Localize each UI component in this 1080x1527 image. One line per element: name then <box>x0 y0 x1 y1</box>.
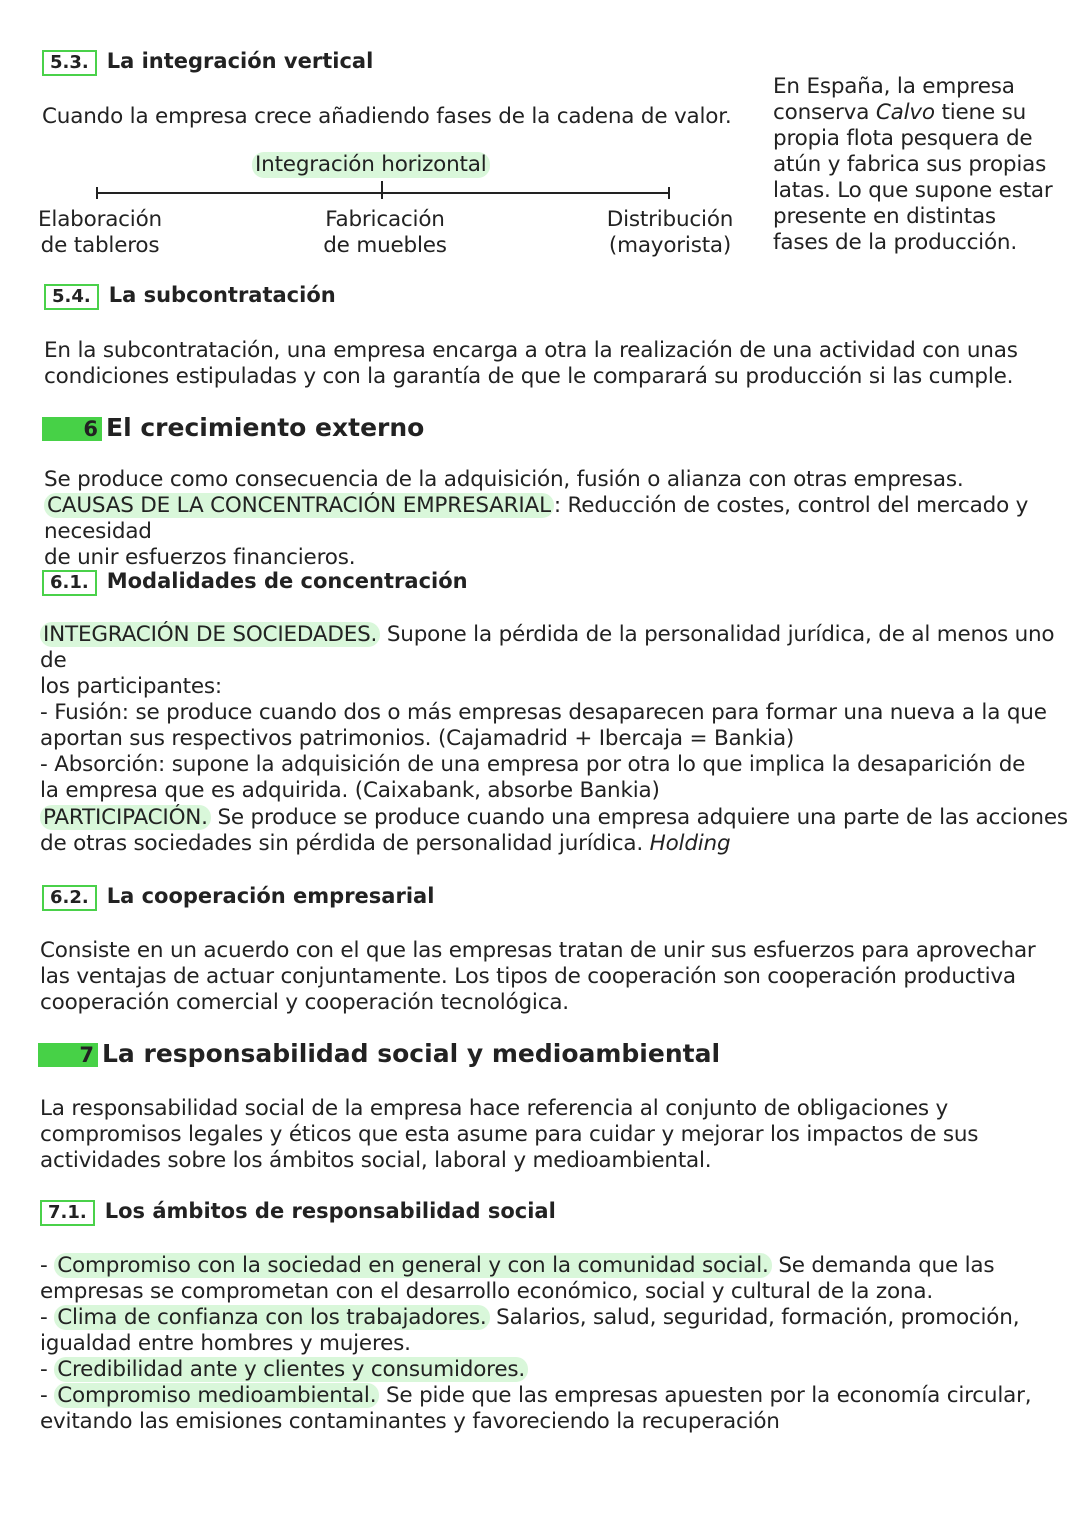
paragraph: INTEGRACIÓN DE SOCIEDADES. Supone la pérdida de la personalidad jurídica, de al menos uno de los participantes: - Fusión: se produce cuando dos o más empresas desaparecen para formar una nueva a la que aportan sus respectivos patrimonios. (Cajamadrid + Ibercaja = Bankia) - Absorción: supone la adquisición de una empresa por otra lo que implica la desaparición de la empresa que es adquirida. (Caixabank, absorbe Bankia) <box>40 622 1055 803</box>
chapter-title: La responsabilidad social y medioambiental <box>102 1039 721 1068</box>
chapter-title: El crecimiento externo <box>106 413 425 442</box>
diagram-tick <box>381 181 383 199</box>
section-number: 5.4. <box>44 284 99 310</box>
chapter-number: 7 <box>38 1043 98 1067</box>
bullet-list: - Compromiso con la sociedad en general y con la comunidad social. Se demanda que las empresas se comprometan con el desarrollo económico, social y cultural de la zona. - Clima de confianza con los trabajadores. Salarios, salud, seguridad, formación, promoción, igualdad entre hombres y mujeres. - Credibilidad ante y clientes y consumidores. - Compromiso medioambiental. Se pide que las empresas apuesten por la economía circular, evitando las emisiones contaminantes y favoreciendo la recuperación <box>40 1253 1032 1434</box>
section-heading-6-1 <box>42 567 468 596</box>
section-heading-7-1 <box>40 1197 556 1226</box>
list-item: - Compromiso con la sociedad en general y con la comunidad social. Se demanda que las <box>40 1253 995 1278</box>
diagram-label: Integración horizontal <box>252 152 490 178</box>
section-heading-5-3 <box>42 47 373 76</box>
section-number: 6.1. <box>42 570 97 596</box>
section-number: 6.2. <box>42 885 97 911</box>
list-item: - Clima de confianza con los trabajadores. Salarios, salud, seguridad, formación, promoción, <box>40 1305 1020 1330</box>
diagram-stage-3: Distribución (mayorista) <box>606 207 734 258</box>
diagram-stage-2: Fabricación de muebles <box>323 207 447 258</box>
section-heading-5-4 <box>44 281 336 310</box>
section-title: La integración vertical <box>106 49 374 73</box>
chapter-heading-7 <box>38 1039 720 1069</box>
diagram-stage-1: Elaboración de tableros <box>38 207 162 258</box>
list-item: - Credibilidad ante y clientes y consumidores. <box>40 1357 1031 1383</box>
section-number: 5.3. <box>42 50 97 76</box>
list-item: - Compromiso medioambiental. Se pide que las empresas apuesten por la economía circular, <box>40 1383 1032 1408</box>
chapter-number: 6 <box>42 417 102 441</box>
chapter-heading-6 <box>42 413 424 443</box>
paragraph: Se produce como consecuencia de la adquisición, fusión o alianza con otras empresas. CAUSAS DE LA CONCENTRACIÓN EMPRESARIAL : Reducción de costes, control del mercado y necesidad de unir esfuerzos financieros. <box>44 467 1029 570</box>
section-title: La subcontratación <box>108 283 336 307</box>
diagram-tick <box>96 187 98 199</box>
diagram-line <box>96 192 670 194</box>
diagram-tick <box>668 187 670 199</box>
paragraph: La responsabilidad social de la empresa hace referencia al conjunto de obligaciones y compromisos legales y éticos que esta asume para cuidar y mejorar los impactos de sus actividades sobre los ámbitos social, laboral y medioambiental. <box>40 1096 979 1173</box>
section-title: Modalidades de concentración <box>106 569 468 593</box>
section-title: Los ámbitos de responsabilidad social <box>104 1199 556 1223</box>
section-number: 7.1. <box>40 1200 95 1226</box>
paragraph: Consiste en un acuerdo con el que las empresas tratan de unir sus esfuerzos para aprovechar las ventajas de actuar conjuntamente. Los tipos de cooperación son cooperación productiva cooperación comercial y cooperación tecnológica. <box>40 938 1036 1015</box>
side-note: En España, la empresa conserva Calvo tiene su propia flota pesquera de atún y fabrica sus propias latas. Lo que supone estar presente en distintas fases de la producción. <box>773 74 1053 255</box>
section-heading-6-2 <box>42 882 434 911</box>
paragraph: PARTICIPACIÓN. Se produce se produce cuando una empresa adquiere una parte de las acciones de otras sociedades sin pérdida de personalidad jurídica. Holding <box>40 805 1068 856</box>
section-title: La cooperación empresarial <box>106 884 435 908</box>
paragraph: En la subcontratación, una empresa encarga a otra la realización de una actividad con unas condiciones estipuladas y con la garantía de que le comparará su producción si las cumple. <box>44 338 1018 389</box>
paragraph: Cuando la empresa crece añadiendo fases de la cadena de valor. <box>42 104 732 129</box>
